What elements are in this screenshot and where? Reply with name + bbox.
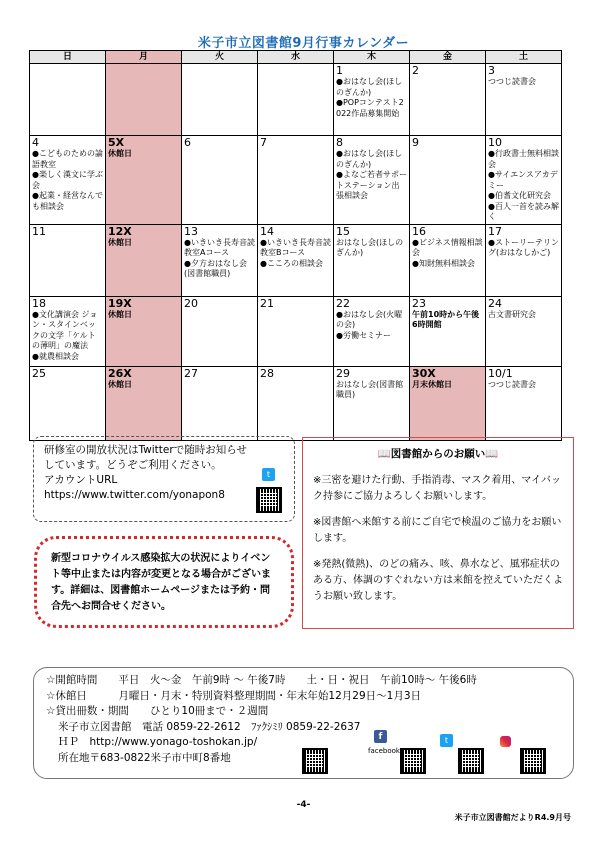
calendar-event: ●知財無料相談会	[412, 258, 475, 268]
calendar-event: ●文化講演会 ジョン・スタインベックの文学「ケルトの薄明」の魔法	[32, 309, 98, 350]
calendar-event: つつじ読書会	[488, 77, 536, 86]
day-number: 18	[32, 296, 46, 310]
weekday-mon: 月	[106, 51, 182, 64]
day-number: 10	[488, 136, 502, 149]
twitter-qr-code-icon	[256, 487, 282, 513]
calendar-day-cell	[106, 296, 182, 366]
day-number: 5X	[108, 136, 125, 149]
calendar-day-cell	[486, 366, 562, 440]
calendar-event: ●伯耆文化研究会	[488, 191, 551, 200]
homepage-url[interactable]: ＨＰ http://www.yonago-toshokan.jp/	[58, 736, 258, 748]
calendar-day-cell	[258, 224, 334, 296]
calendar-event: ●おはなし会(火曜の会)	[336, 309, 403, 329]
day-number: 12X	[108, 224, 132, 238]
day-number: 25	[32, 366, 46, 380]
calendar-day-cell	[410, 136, 486, 225]
facebook-qr-code-icon	[400, 748, 426, 774]
day-number: 22	[336, 296, 350, 310]
calendar-event: 休館日	[108, 149, 132, 158]
day-number: 23	[412, 296, 426, 310]
twitter-line1: 研修室の開放状況はTwitterで随時お知らせ	[44, 444, 247, 456]
request-item-2: ※図書館へ来館する前にご自宅で検温のご協力をお願いします。	[313, 517, 562, 544]
weekday-sun: 日	[30, 51, 106, 64]
twitter-url[interactable]: https://www.twitter.com/yonapon8	[44, 489, 225, 501]
calendar-day-cell	[334, 64, 410, 136]
calendar-day-cell	[486, 224, 562, 296]
twitter-icon: t	[262, 468, 275, 481]
library-requests	[302, 437, 574, 629]
twitter-notice	[33, 436, 295, 522]
calendar-event: ●おはなし会(ほしのぎんか)	[336, 149, 403, 169]
calendar-day-cell	[258, 136, 334, 225]
calendar-event: ●いきいき長寿音読教室Aコース	[184, 237, 255, 257]
calendar-day-cell	[106, 64, 182, 136]
calendar-day-cell	[334, 366, 410, 440]
calendar-event: 休館日	[108, 309, 132, 319]
loan-policy: ☆貸出冊数・期間 ひとり10冊まで・２週間	[46, 705, 269, 717]
calendar-day-cell	[182, 64, 258, 136]
day-number: 2	[412, 64, 419, 77]
event-calendar	[29, 50, 562, 441]
request-item-3: ※発熱(微熱)、のどの痛み、咳、鼻水など、風邪症状のある方、体調のすぐれない方は来館を控えていただくようお願い致します。	[313, 559, 563, 602]
day-number: 28	[260, 366, 274, 380]
calendar-day-cell	[30, 296, 106, 366]
calendar-day-cell	[182, 366, 258, 440]
weekday-thu: 木	[334, 51, 410, 64]
day-number: 20	[184, 296, 198, 310]
day-number: 29	[336, 366, 350, 380]
weekday-sat: 土	[486, 51, 562, 64]
calendar-day-cell	[106, 224, 182, 296]
calendar-day-cell	[334, 224, 410, 296]
weekday-tue: 火	[182, 51, 258, 64]
calendar-event: 休館日	[108, 379, 132, 389]
weekday-header-row	[30, 51, 562, 64]
day-number: 13	[184, 224, 198, 238]
calendar-event: ●こころの相談会	[260, 258, 323, 268]
instagram-qr-code-icon	[520, 748, 546, 774]
calendar-event: ●百人一首を読み解く	[488, 201, 559, 221]
address: 所在地〒683-0822米子市中町8番地	[58, 751, 231, 764]
calendar-day-cell	[410, 224, 486, 296]
day-number: 9	[412, 136, 419, 149]
calendar-day-cell	[410, 64, 486, 136]
page-number: -4-	[296, 800, 311, 810]
calendar-event: ●行政書士無料相談会	[488, 149, 559, 169]
day-number: 8	[336, 136, 343, 149]
calendar-event: 午前10時から午後6時開館	[412, 309, 480, 329]
day-number: 6	[184, 136, 191, 149]
requests-heading: 📖図書館からのお願い📖	[377, 448, 499, 460]
homepage-qr-code-icon	[302, 748, 328, 774]
calendar-day-cell	[258, 296, 334, 366]
request-item-1: ※三密を避けた行動、手指消毒、マスク着用、マイバック持参にご協力よろしくお願いします。	[313, 475, 561, 502]
opening-hours: ☆開館時間 平日 火～金 午前9時 ～ 午後7時 土・日・祝日 午前10時～ 午後6時	[46, 674, 477, 686]
facebook-icon: f	[374, 730, 387, 743]
calendar-day-cell	[182, 136, 258, 225]
day-number: 30X	[412, 366, 436, 380]
day-number: 26X	[108, 366, 132, 380]
calendar-event: ●ビジネス情報相談会	[412, 237, 483, 257]
calendar-week-row	[30, 296, 562, 366]
calendar-day-cell	[30, 224, 106, 296]
day-number: 16	[412, 224, 426, 238]
calendar-week-row	[30, 366, 562, 440]
facebook-label: facebook	[368, 747, 400, 755]
book-icon: 📖	[485, 448, 499, 460]
twitter-line3: アカウントURL	[44, 474, 118, 486]
calendar-event: 古文書研究会	[488, 309, 536, 319]
calendar-day-cell	[486, 136, 562, 225]
calendar-event: ●ストーリーテリング(おはなしかご)	[488, 237, 559, 257]
calendar-event: 月末休館日	[412, 379, 452, 389]
calendar-event: ●労働セミナー	[336, 330, 391, 340]
twitter-icon: t	[440, 734, 453, 747]
calendar-day-cell	[486, 64, 562, 136]
calendar-day-cell	[106, 136, 182, 225]
book-icon: 📖	[377, 448, 391, 460]
twitter-qr-code-icon	[458, 748, 484, 774]
day-number: 11	[32, 224, 46, 238]
calendar-event: つつじ読書会	[488, 379, 536, 389]
day-number: 21	[260, 296, 274, 310]
day-number: 27	[184, 366, 198, 380]
calendar-event: ●いきいき長寿音読教室Bコース	[260, 237, 331, 257]
calendar-day-cell	[410, 366, 486, 440]
day-number: 19X	[108, 296, 132, 310]
calendar-week-row	[30, 64, 562, 136]
calendar-day-cell	[30, 136, 106, 225]
calendar-event: ●楽しく漢文に学ぶ会	[32, 170, 103, 190]
calendar-day-cell	[182, 296, 258, 366]
calendar-week-row	[30, 136, 562, 225]
calendar-day-cell	[106, 366, 182, 440]
day-number: 14	[260, 224, 274, 238]
calendar-day-cell	[30, 64, 106, 136]
weekday-wed: 水	[258, 51, 334, 64]
day-number: 7	[260, 136, 267, 149]
newsletter-footer: 米子市立図書館だよりR4.9月号	[454, 813, 571, 822]
calendar-event: ●サイエンスアカデミー	[488, 170, 558, 190]
day-number: 10/1	[488, 366, 513, 380]
calendar-event: おはなし会(ほしのぎんか)	[336, 237, 404, 257]
weekday-fri: 金	[410, 51, 486, 64]
calendar-event: ●おはなし会(ほしのぎんか)	[336, 77, 403, 97]
calendar-week-row	[30, 224, 562, 296]
day-number: 24	[488, 296, 502, 310]
day-number: 4	[32, 136, 39, 149]
calendar-title: 米子市立図書館9月行事カレンダー	[197, 36, 410, 51]
calendar-day-cell	[334, 136, 410, 225]
calendar-event: ●就農相談会	[32, 351, 79, 361]
calendar-day-cell	[30, 366, 106, 440]
calendar-day-cell	[258, 64, 334, 136]
calendar-event: ●よなご若者サポートステーション出張相談会	[336, 170, 407, 200]
calendar-event: ●POPコンテスト2022作品募集開始	[336, 98, 404, 118]
covid-notice: 新型コロナウイルス感染拡大の状況によりイベント等中止または内容が変更となる場合がございます。詳細は、図書館ホームページまたは予約・問合先へお問合せください。	[34, 536, 294, 628]
day-number: 17	[488, 224, 502, 238]
calendar-day-cell	[182, 224, 258, 296]
calendar-event: おはなし会(図書館職員)	[336, 379, 404, 399]
calendar-event: 休館日	[108, 237, 132, 247]
instagram-icon	[500, 736, 511, 747]
calendar-event: ●こどものための論語教室	[32, 149, 103, 169]
calendar-day-cell	[258, 366, 334, 440]
calendar-event: ●起業・経営なんでも相談会	[32, 191, 103, 211]
closed-days: ☆休館日 月曜日・月末・特別資料整理期間・年末年始12月29日～1月3日	[46, 689, 421, 702]
day-number: 1	[336, 64, 343, 77]
calendar-day-cell	[410, 296, 486, 366]
day-number: 3	[488, 64, 495, 77]
contact-phone: 米子市立図書館 電話 0859-22-2612 ﾌｧｸｼﾐﾘ 0859-22-2637	[58, 720, 361, 733]
library-info	[33, 667, 574, 779]
twitter-line2: しています。どうぞご利用ください。	[44, 459, 222, 471]
calendar-day-cell	[486, 296, 562, 366]
day-number: 15	[336, 224, 350, 238]
calendar-event: ●夕方おはなし会(図書館職員)	[184, 258, 247, 278]
calendar-day-cell	[334, 296, 410, 366]
